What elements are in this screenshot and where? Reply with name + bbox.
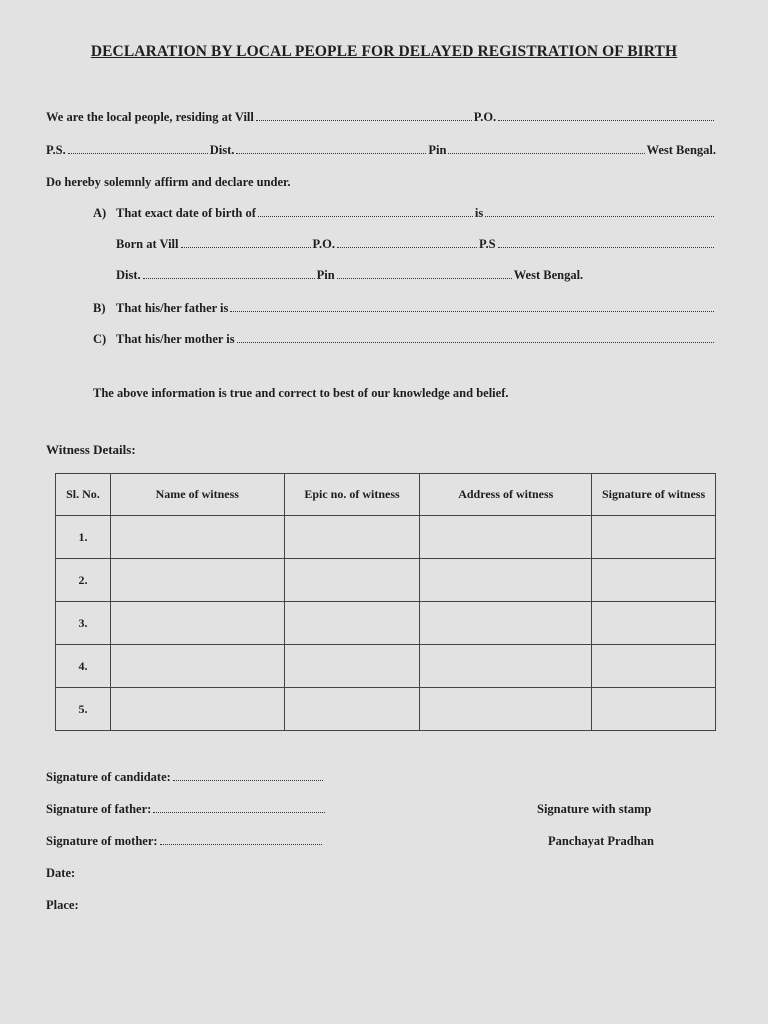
row-number: 4. (56, 645, 111, 688)
row-number: 1. (56, 516, 111, 559)
witness-address-cell[interactable] (420, 602, 592, 645)
witness-epic-cell[interactable] (284, 602, 420, 645)
stamp-signature-label: Signature with stamp (537, 802, 652, 816)
witness-name-cell[interactable] (110, 688, 284, 731)
child-name-blank[interactable] (258, 207, 473, 217)
item-a-line (93, 206, 716, 221)
table-row (56, 559, 716, 602)
row-number: 5. (56, 688, 111, 731)
pin-blank[interactable] (448, 144, 644, 154)
born-at-label: Born at Vill (116, 237, 179, 251)
born-pin-label: Pin (316, 268, 335, 282)
dob-blank[interactable] (485, 207, 714, 217)
father-blank[interactable] (230, 302, 714, 312)
mother-blank[interactable] (237, 333, 714, 343)
header-address: Address of witness (420, 474, 592, 516)
item-c-text: That his/her mother is (116, 332, 235, 346)
witness-epic-cell[interactable] (284, 559, 420, 602)
born-po-label: P.O. (312, 237, 335, 251)
truth-statement: The above information is true and correct to best of our knowledge and belief. (93, 386, 509, 400)
witness-signature-cell[interactable] (592, 516, 716, 559)
ps-blank[interactable] (68, 144, 208, 154)
witness-signature-cell[interactable] (592, 645, 716, 688)
born-state-label: West Bengal. (513, 268, 584, 282)
witness-signature-cell[interactable] (592, 602, 716, 645)
item-b-line (93, 301, 716, 316)
residence-text: We are the local people, residing at Vill (46, 110, 254, 124)
document-title: DECLARATION BY LOCAL PEOPLE FOR DELAYED REGISTRATION OF BIRTH (90, 43, 678, 60)
father-signature-blank[interactable] (153, 803, 325, 813)
witness-table (55, 473, 716, 731)
witness-address-cell[interactable] (420, 516, 592, 559)
born-vill-blank[interactable] (181, 238, 311, 248)
po-label: P.O. (473, 110, 497, 124)
row-number: 3. (56, 602, 111, 645)
father-signature-line (46, 802, 327, 817)
item-a-text: That exact date of birth of (116, 206, 256, 220)
date-label: Date: (46, 866, 76, 880)
table-row (56, 645, 716, 688)
mother-signature-line (46, 834, 324, 849)
witness-signature-cell[interactable] (592, 559, 716, 602)
panchayat-pradhan-label: Panchayat Pradhan (548, 834, 654, 848)
item-a-is: is (474, 206, 484, 220)
witness-address-cell[interactable] (420, 688, 592, 731)
header-signature: Signature of witness (592, 474, 716, 516)
witness-signature-cell[interactable] (592, 688, 716, 731)
vill-blank[interactable] (256, 111, 472, 121)
witness-name-cell[interactable] (110, 559, 284, 602)
item-c-label: C) (93, 332, 107, 346)
witness-epic-cell[interactable] (284, 645, 420, 688)
born-dist-line (116, 268, 616, 283)
item-b-text: That his/her father is (116, 301, 229, 315)
witness-address-cell[interactable] (420, 645, 592, 688)
father-signature-label: Signature of father: (46, 802, 152, 816)
row-number: 2. (56, 559, 111, 602)
dist-label: Dist. (209, 143, 235, 157)
pin-label: Pin (428, 143, 447, 157)
born-pin-blank[interactable] (337, 269, 512, 279)
candidate-signature-label: Signature of candidate: (46, 770, 171, 784)
mother-signature-blank[interactable] (160, 835, 322, 845)
mother-signature-label: Signature of mother: (46, 834, 158, 848)
affirm-text: Do hereby solemnly affirm and declare under. (46, 175, 291, 189)
born-dist-label: Dist. (116, 268, 141, 282)
witness-epic-cell[interactable] (284, 516, 420, 559)
header-sl-no: Sl. No. (56, 474, 111, 516)
born-po-blank[interactable] (337, 238, 477, 248)
residence-line (46, 110, 716, 125)
born-ps-label: P.S (478, 237, 496, 251)
address-line (46, 143, 716, 158)
witness-name-cell[interactable] (110, 602, 284, 645)
witness-name-cell[interactable] (110, 516, 284, 559)
witness-header-row (56, 474, 716, 516)
table-row (56, 602, 716, 645)
item-c-line (93, 332, 716, 347)
place-label: Place: (46, 898, 79, 912)
table-row (56, 688, 716, 731)
item-a-label: A) (93, 206, 107, 220)
header-name: Name of witness (110, 474, 284, 516)
witness-details-label: Witness Details: (46, 442, 136, 457)
born-ps-blank[interactable] (498, 238, 714, 248)
state-label: West Bengal. (646, 143, 716, 157)
ps-label: P.S. (46, 143, 66, 157)
witness-epic-cell[interactable] (284, 688, 420, 731)
item-b-label: B) (93, 301, 106, 315)
candidate-signature-blank[interactable] (173, 771, 323, 781)
witness-address-cell[interactable] (420, 559, 592, 602)
witness-name-cell[interactable] (110, 645, 284, 688)
dist-blank[interactable] (236, 144, 426, 154)
table-row (56, 516, 716, 559)
po-blank[interactable] (498, 111, 714, 121)
born-dist-blank[interactable] (143, 269, 315, 279)
candidate-signature-line (46, 770, 325, 785)
born-at-line (116, 237, 716, 252)
header-epic: Epic no. of witness (284, 474, 420, 516)
